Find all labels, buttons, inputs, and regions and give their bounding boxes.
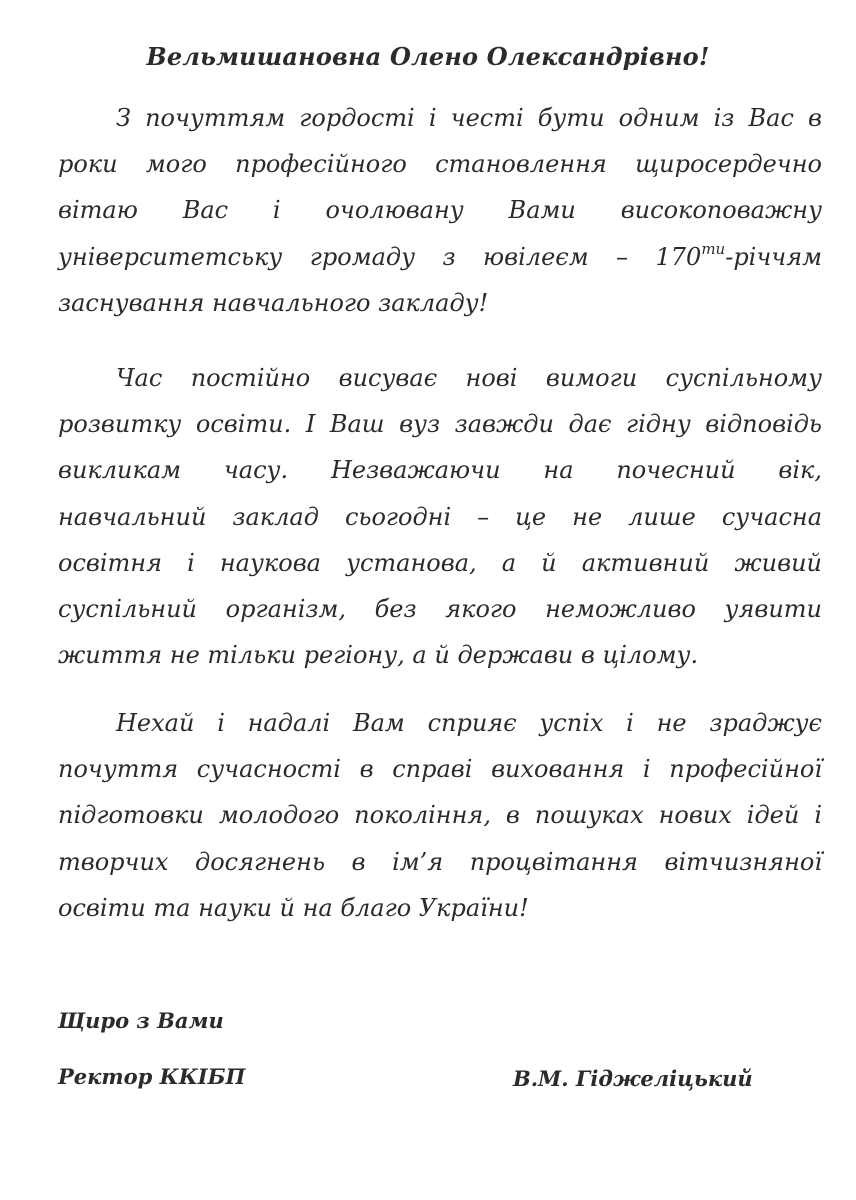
paragraph-congratulation bbox=[58, 95, 822, 326]
closing-phrase: Щиро з Вами bbox=[58, 1008, 224, 1033]
ordinal-superscript: ти bbox=[701, 239, 726, 258]
paragraph-line: навчальний заклад сьогодні – це не лише сучасна bbox=[58, 502, 822, 531]
paragraph-line: почуття сучасності в справі виховання і професійної bbox=[58, 755, 822, 784]
paragraph-line: Час постійно висуває нові вимоги суспільному bbox=[116, 364, 822, 392]
paragraph-line: розвитку освіти. І Ваш вуз завжди дає гідну відповідь bbox=[58, 410, 822, 439]
paragraph-line: заснування навчального закладу! bbox=[58, 288, 489, 317]
salutation: Вельмишановна Олено Олександрівно! bbox=[146, 42, 710, 71]
paragraph-line: вітаю Вас і очолювану Вами високоповажну bbox=[58, 196, 822, 225]
paragraph-education bbox=[58, 355, 822, 678]
signer-position: Ректор ККІБП bbox=[58, 1064, 246, 1089]
paragraph-line: З почуттям гордості і честі бути одним із Вас в bbox=[116, 104, 822, 132]
paragraph-line: творчих досягнень в ім’я процвітання вітчизняної bbox=[58, 847, 822, 876]
paragraph-line: освітня і наукова установа, а й активний живий bbox=[58, 548, 822, 577]
paragraph-wishes bbox=[58, 700, 822, 931]
paragraph-line: життя не тільки регіону, а й держави в цілому. bbox=[58, 641, 699, 670]
paragraph-line: суспільний організм, без якого неможливо уявити bbox=[58, 595, 822, 624]
paragraph-line: Нехай і надалі Вам сприяє успіх і не зраджує bbox=[116, 709, 822, 737]
paragraph-line: університетську громаду з ювілеєм – $170^{ти}$-річчям bbox=[58, 239, 822, 271]
signer-name: В.М. Гіджеліцький bbox=[513, 1066, 753, 1091]
paragraph-line: підготовки молодого покоління, в пошуках нових ідей і bbox=[58, 801, 822, 830]
paragraph-line: освіти та науки й на благо України! bbox=[58, 893, 529, 922]
paragraph-line: роки мого професійного становлення щиросердечно bbox=[58, 150, 822, 179]
paragraph-line: викликам часу. Незважаючи на почесний вік, bbox=[58, 456, 822, 485]
